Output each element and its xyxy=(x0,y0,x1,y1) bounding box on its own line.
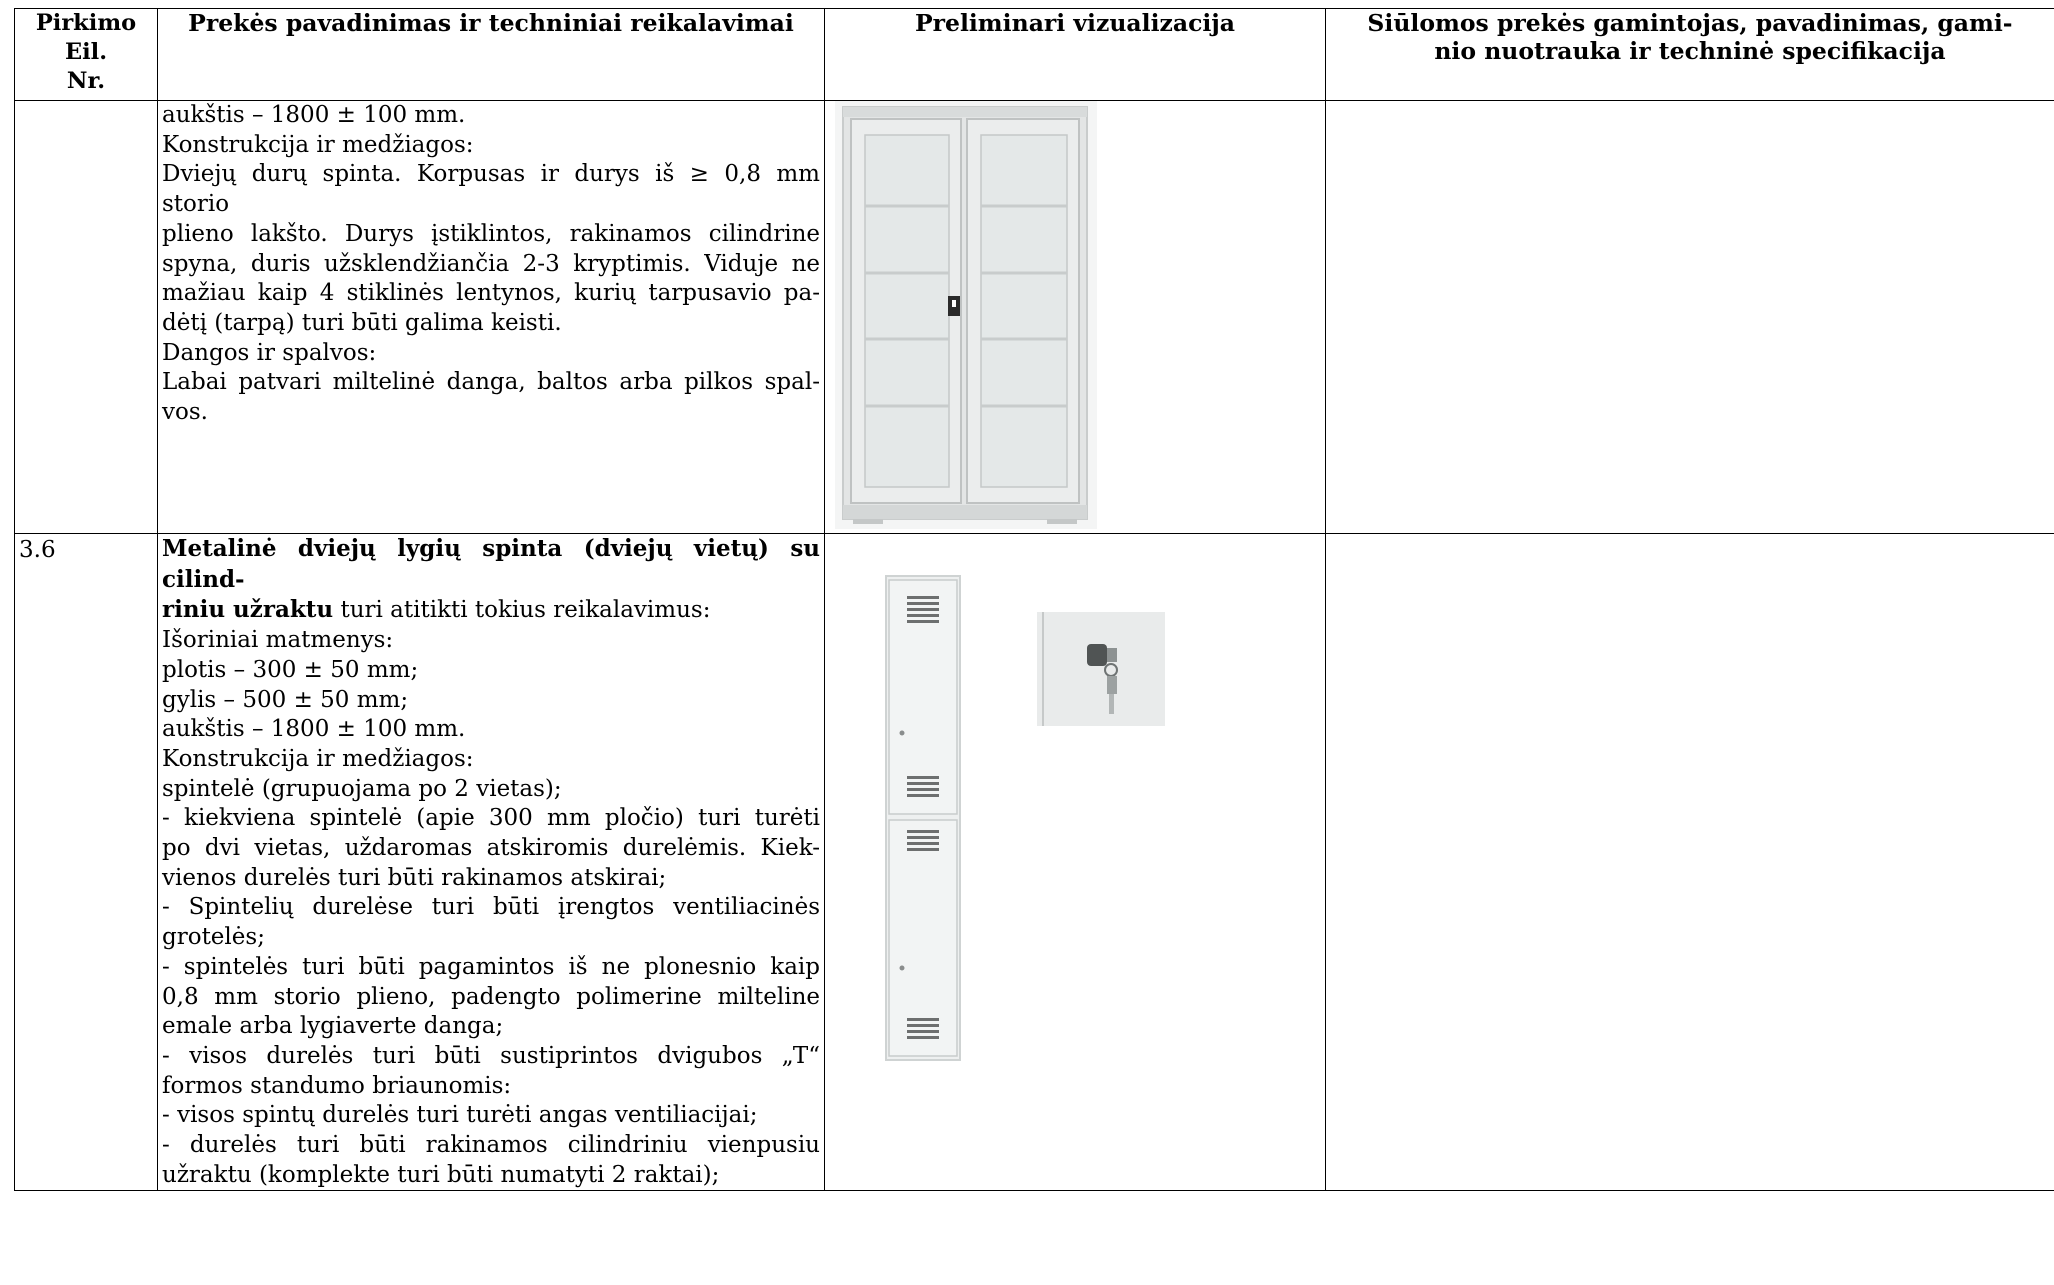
requirement-line: - spintelės turi būti pagamintos iš ne plonesnio kaip xyxy=(162,953,820,980)
offered-item-cell[interactable] xyxy=(1326,101,2054,534)
cylinder-lock-image xyxy=(1037,612,1165,726)
header-visualization: Preliminari vizualizacija xyxy=(825,9,1326,101)
requirement-line: - visos durelės turi būti sustiprintos dvigubos „T“ xyxy=(162,1042,820,1069)
table-row xyxy=(15,534,2054,1191)
requirement-line: aukštis – 1800 ± 100 mm. xyxy=(162,102,466,128)
requirement-line: - kiekviena spintelė (apie 300 mm pločio) turi turėti xyxy=(162,805,820,832)
row-number-cell: 3.6 xyxy=(15,534,158,1191)
requirement-line: užraktu (komplekte turi būti numatyti 2 raktai); xyxy=(162,1161,720,1188)
requirement-line: grotelės; xyxy=(162,924,265,951)
requirements-text xyxy=(162,626,820,1190)
offered-item-cell[interactable] xyxy=(1326,534,2054,1191)
visualization-cell xyxy=(825,534,1326,1191)
requirement-line: Labai patvari miltelinė danga, baltos arba pilkos spal- xyxy=(162,369,820,396)
item-title-line-2: riniu užraktu turi atitikti tokius reikalavimus: xyxy=(162,596,711,624)
glass-door-cabinet-image xyxy=(835,101,1097,529)
requirement-line: aukštis – 1800 ± 100 mm. xyxy=(162,716,466,743)
requirement-line: spyna, duris užsklendžiančia 2-3 kryptimis. Viduje ne xyxy=(162,250,820,277)
requirement-line: spintelė (grupuojama po 2 vietas); xyxy=(162,775,562,802)
requirement-line: Konstrukcija ir medžiagos: xyxy=(162,745,474,772)
requirement-line: emale arba lygiaverte danga; xyxy=(162,1013,504,1040)
requirement-line: plotis – 300 ± 50 mm; xyxy=(162,656,419,683)
header-item-name: Prekės pavadinimas ir techniniai reikalavimai xyxy=(158,9,825,101)
requirement-line: gylis – 500 ± 50 mm; xyxy=(162,686,409,713)
requirement-line: dėtį (tarpą) turi būti galima keisti. xyxy=(162,309,562,336)
requirement-line: mažiau kaip 4 stiklinės lentynos, kurių tarpusavio pa- xyxy=(162,280,820,307)
table-row xyxy=(15,101,2054,534)
requirement-line: plieno lakšto. Durys įstiklintos, rakinamos cilindrine xyxy=(162,220,820,247)
requirement-line: formos standumo briaunomis: xyxy=(162,1072,512,1099)
requirement-line: vos. xyxy=(162,399,208,426)
requirement-line: - Spintelių durelėse turi būti įrengtos ventiliacinės xyxy=(162,894,820,921)
requirements-cell xyxy=(158,534,825,1191)
requirement-line: Dangos ir spalvos: xyxy=(162,339,377,366)
requirement-line: Dviejų durų spinta. Korpusas ir durys iš ≥ 0,8 mm storio xyxy=(162,161,820,218)
visualization-cell xyxy=(825,101,1326,534)
specification-table xyxy=(14,8,2054,1191)
requirement-line: Konstrukcija ir medžiagos: xyxy=(162,131,474,158)
requirement-line: 0,8 mm storio plieno, padengto polimerine milteline xyxy=(162,983,820,1010)
requirement-line: Išoriniai matmenys: xyxy=(162,627,394,654)
requirement-line: - durelės turi būti rakinamos cilindriniu vienpusiu xyxy=(162,1132,820,1159)
requirements-text xyxy=(162,101,820,428)
item-title: Metalinė dviejų lygių spinta (dviejų vietų) su cilind- xyxy=(162,535,820,593)
row-number-cell xyxy=(15,101,158,534)
requirements-cell xyxy=(158,101,825,534)
two-tier-locker-image xyxy=(885,574,965,1062)
requirement-line: vienos durelės turi būti rakinamos atskirai; xyxy=(162,864,667,891)
header-purchase-number: Pirkimo Eil. Nr. xyxy=(15,9,158,101)
table-header-row xyxy=(15,9,2054,101)
requirement-line: - visos spintų durelės turi turėti angas ventiliacijai; xyxy=(162,1102,758,1129)
requirement-line: po dvi vietas, uždaromas atskiromis durelėmis. Kiek- xyxy=(162,835,820,862)
header-offered-item: Siūlomos prekės gamintojas, pavadinimas, gami- nio nuotrauka ir techninė specifikacija xyxy=(1326,9,2054,101)
